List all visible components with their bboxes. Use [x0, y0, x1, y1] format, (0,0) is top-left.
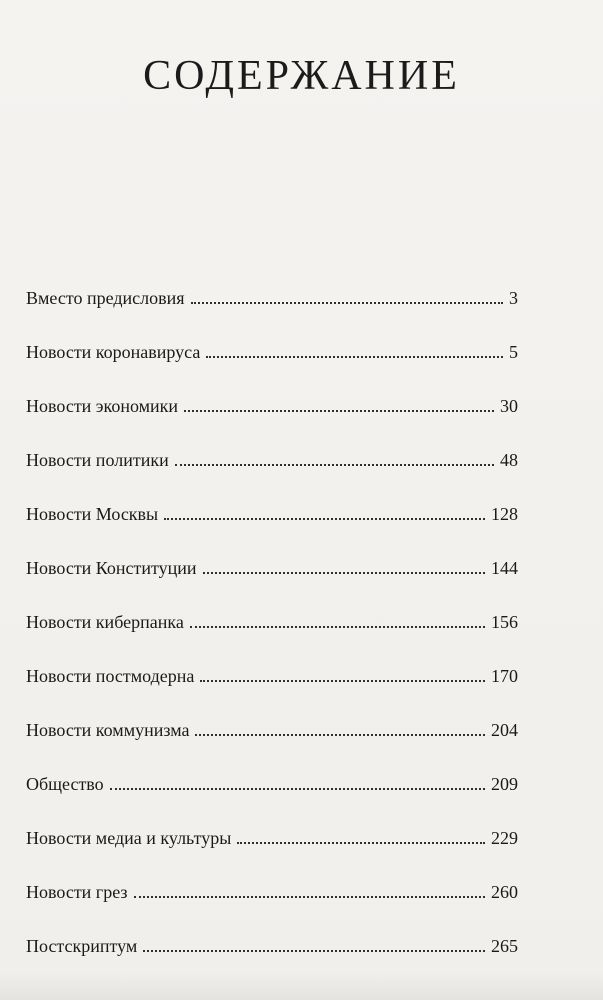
page-title: СОДЕРЖАНИЕ	[143, 53, 460, 99]
dot-leader	[195, 720, 485, 736]
toc-entry-1	[26, 288, 518, 342]
toc-entry-5	[26, 504, 518, 558]
dot-leader	[191, 288, 503, 304]
toc-entry-page-number: 170	[491, 666, 518, 686]
toc-entry-title: Новости постмодерна	[26, 666, 195, 686]
table-of-contents	[26, 288, 518, 990]
toc-entry-12	[26, 882, 518, 936]
dot-leader	[164, 504, 485, 520]
dot-leader	[200, 666, 485, 682]
toc-entry-3	[26, 396, 518, 450]
toc-entry-title: Общество	[26, 774, 104, 794]
toc-entry-title: Новости коронавируса	[26, 342, 201, 362]
toc-entry-page-number: 5	[509, 342, 518, 362]
toc-entry-title: Новости коммунизма	[26, 720, 190, 740]
toc-entry-title: Постскриптум	[26, 936, 138, 956]
toc-entry-page-number: 30	[500, 396, 518, 416]
toc-entry-page-number: 260	[491, 882, 518, 902]
toc-entry-title: Вместо предисловия	[26, 288, 185, 308]
toc-entry-9	[26, 720, 518, 774]
toc-entry-11	[26, 828, 518, 882]
toc-entry-10	[26, 774, 518, 828]
toc-entry-page-number: 128	[491, 504, 518, 524]
dot-leader	[203, 558, 485, 574]
toc-entry-title: Новости Москвы	[26, 504, 159, 524]
toc-entry-2	[26, 342, 518, 396]
dot-leader	[143, 936, 485, 952]
toc-entry-title: Новости медиа и культуры	[26, 828, 232, 848]
toc-entry-page-number: 265	[491, 936, 518, 956]
dot-leader	[110, 774, 485, 790]
dot-leader	[206, 342, 503, 358]
dot-leader	[134, 882, 485, 898]
toc-entry-title: Новости киберпанка	[26, 612, 184, 632]
toc-entry-title: Новости политики	[26, 450, 169, 470]
toc-entry-page-number: 229	[491, 828, 518, 848]
dot-leader	[237, 828, 485, 844]
toc-entry-6	[26, 558, 518, 612]
toc-entry-title: Новости Конституции	[26, 558, 197, 578]
toc-entry-page-number: 48	[500, 450, 518, 470]
toc-entry-page-number: 144	[491, 558, 518, 578]
toc-entry-page-number: 204	[491, 720, 518, 740]
toc-entry-4	[26, 450, 518, 504]
toc-entry-7	[26, 612, 518, 666]
toc-entry-title: Новости грез	[26, 882, 128, 902]
page-bottom-shadow	[0, 972, 603, 1000]
toc-entry-page-number: 3	[509, 288, 518, 308]
toc-entry-8	[26, 666, 518, 720]
toc-entry-page-number: 209	[491, 774, 518, 794]
dot-leader	[184, 396, 494, 412]
toc-entry-page-number: 156	[491, 612, 518, 632]
dot-leader	[190, 612, 485, 628]
dot-leader	[175, 450, 494, 466]
toc-entry-title: Новости экономики	[26, 396, 179, 416]
